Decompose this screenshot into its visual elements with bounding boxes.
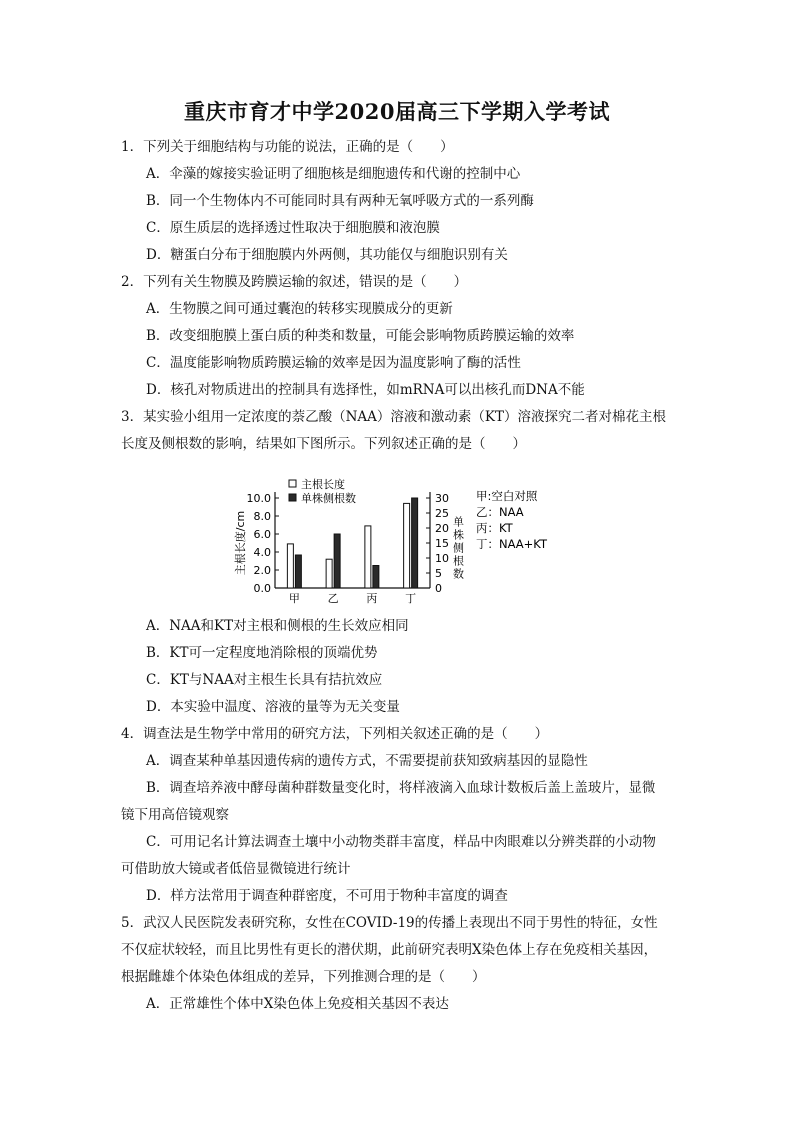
y-tick-label: 4.0 (253, 546, 271, 559)
x-tick-label: 丙 (366, 592, 378, 605)
bar-lateral-root-count (412, 498, 418, 588)
answer-option: B．同一个生物体内不可能同时具有两种无氧呼吸方式的一系列酶 (146, 193, 534, 209)
y2-tick-label: 15 (435, 537, 449, 550)
group-note: 丙：KT (476, 521, 513, 535)
text-continuation: 长度及侧根数的影响，结果如下图所示。下列叙述正确的是（ ） (121, 436, 526, 452)
answer-option: A．伞藻的嫁接实验证明了细胞核是细胞遗传和代谢的控制中心 (146, 166, 521, 182)
answer-option: D．本实验中温度、溶液的量等为无关变量 (146, 699, 400, 715)
group-note: 甲:空白对照 (476, 489, 538, 503)
answer-option: D．糖蛋白分布于细胞膜内外两侧，其功能仅与细胞识别有关 (146, 247, 508, 263)
x-tick-label: 丁 (405, 592, 417, 605)
experiment-bar-chart (220, 476, 580, 606)
bar-main-root-length (404, 503, 410, 588)
text-continuation: 可借助放大镜或者低倍显微镜进行统计 (121, 861, 351, 877)
answer-option: D．样方法常用于调查种群密度，不可用于物种丰富度的调查 (146, 888, 508, 904)
x-tick-label: 乙 (327, 592, 339, 605)
y-axis-label: 主根长度/cm (234, 510, 247, 576)
text-continuation: 根据雌雄个体染色体组成的差异，下列推测合理的是（ ） (121, 969, 486, 985)
y2-tick-label: 30 (435, 492, 449, 505)
answer-option: B．KT可一定程度地消除根的顶端优势 (146, 645, 378, 661)
answer-option: A．正常雄性个体中X染色体上免疫相关基因不表达 (146, 996, 449, 1012)
answer-option: C．温度能影响物质跨膜运输的效率是因为温度影响了酶的活性 (146, 355, 521, 371)
answer-option: B．调查培养液中酵母菌种群数量变化时，将样液滴入血球计数板后盖上盖玻片，显微 (146, 780, 656, 796)
answer-option: B．改变细胞膜上蛋白质的种类和数量，可能会影响物质跨膜运输的效率 (146, 328, 575, 344)
answer-option: C．原生质层的选择透过性取决于细胞膜和液泡膜 (146, 220, 440, 236)
question-stem: 1．下列关于细胞结构与功能的说法，正确的是（ ） (121, 139, 454, 155)
text-continuation: 不仅症状较轻，而且比男性有更长的潜伏期，此前研究表明X染色体上存在免疫相关基因， (121, 942, 658, 958)
group-note: 乙：NAA (476, 505, 524, 519)
bar-main-root-length (287, 544, 293, 588)
legend-swatch (289, 494, 296, 501)
y-tick-label: 10.0 (246, 492, 271, 505)
legend-swatch (289, 480, 296, 487)
answer-option: C．KT与NAA对主根生长具有拮抗效应 (146, 672, 383, 688)
bar-lateral-root-count (373, 566, 379, 589)
y2-tick-label: 0 (435, 582, 442, 595)
legend-entry: 主根长度 (301, 478, 345, 491)
x-tick-label: 甲 (288, 592, 300, 605)
y2-tick-label: 5 (435, 567, 442, 580)
question-stem: 5．武汉人民医院发表研究称，女性在COVID-19的传播上表现出不同于男性的特征，女性 (121, 915, 658, 931)
y2-tick-label: 10 (435, 552, 449, 565)
text-continuation: 镜下用高倍镜观察 (121, 807, 229, 823)
page-title: 重庆市育才中学2020届高三下学期入学考试 (184, 99, 610, 124)
question-stem: 2．下列有关生物膜及跨膜运输的叙述，错误的是（ ） (121, 274, 468, 290)
y-tick-label: 0.0 (253, 582, 271, 595)
bar-lateral-root-count (295, 555, 301, 588)
y-tick-label: 8.0 (253, 510, 271, 523)
answer-option: A．生物膜之间可通过囊泡的转移实现膜成分的更新 (146, 301, 453, 317)
question-stem: 4．调查法是生物学中常用的研究方法，下列相关叙述正确的是（ ） (121, 726, 549, 742)
legend-entry: 单株侧根数 (301, 492, 356, 505)
answer-option: D．核孔对物质进出的控制具有选择性，如mRNA可以出核孔而DNA不能 (146, 382, 585, 398)
answer-option: C．可用记名计算法调查土壤中小动物类群丰富度，样品中肉眼难以分辨类群的小动物 (146, 834, 656, 850)
bar-main-root-length (365, 526, 371, 588)
y-tick-label: 2.0 (253, 564, 271, 577)
bar-main-root-length (326, 559, 332, 588)
group-note: 丁：NAA+KT (476, 537, 547, 551)
question-stem: 3．某实验小组用一定浓度的萘乙酸（NAA）溶液和激动素（KT）溶液探究二者对棉花主根 (121, 409, 666, 425)
y2-tick-label: 25 (435, 507, 449, 520)
y-tick-label: 6.0 (253, 528, 271, 541)
bar-lateral-root-count (334, 534, 340, 588)
answer-option: A．NAA和KT对主根和侧根的生长效应相同 (146, 618, 409, 634)
y2-tick-label: 20 (435, 522, 449, 535)
answer-option: A．调查某种单基因遗传病的遗传方式，不需要提前获知致病基因的显隐性 (146, 753, 588, 769)
y2-axis-label: 单株侧根数 (451, 516, 465, 581)
